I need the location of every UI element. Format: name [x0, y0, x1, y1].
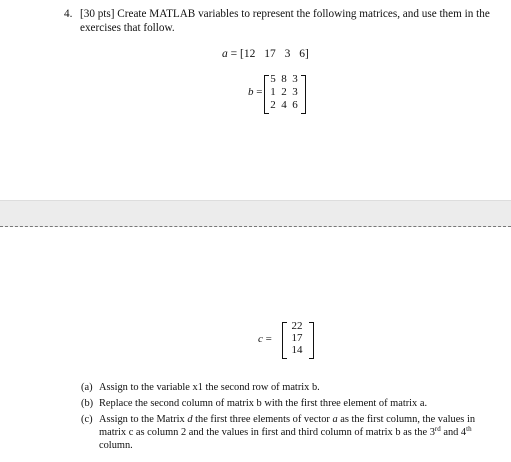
- page-break-dashed-line: [0, 226, 511, 227]
- matrix-c-cell: 22: [291, 320, 303, 332]
- subquestion-c-text-part: Assign to the Matrix: [99, 414, 188, 425]
- matrix-b-cell: 1: [270, 86, 276, 98]
- vector-a-definition: [222, 47, 309, 61]
- problem-number: 4.: [64, 8, 73, 20]
- subquestion-text: Assign to the variable x1 the second row of matrix b.: [99, 382, 320, 393]
- matrix-b-cell: 2: [270, 99, 276, 111]
- vector-a-values: [12 17 3 6]: [240, 48, 309, 60]
- matrix-c-equals: =: [265, 333, 272, 345]
- subquestion-c-text-part: as the first column, the values in matrix c as column 2 and the values in first and third column of matrix b as the 3: [99, 414, 476, 438]
- matrix-c-cell: 14: [291, 344, 303, 356]
- matrix-b-equals: =: [256, 86, 263, 98]
- subquestion-label: (a): [81, 382, 93, 393]
- matrix-b-cell: 4: [281, 99, 287, 111]
- subquestion-c-var-a: a: [332, 414, 338, 425]
- matrix-b-cell: 3: [292, 73, 298, 85]
- subquestion-text: [99, 413, 491, 452]
- subquestion-text: Replace the second column of matrix b with the first three element of matrix a.: [99, 398, 428, 409]
- subquestion-label: (c): [81, 414, 93, 425]
- superscript-th: th: [466, 425, 472, 433]
- matrix-c-cell: 17: [291, 332, 303, 344]
- matrix-c-definition: [258, 320, 318, 360]
- matrix-b-right-bracket: [301, 75, 306, 114]
- matrix-c-right-bracket: [309, 322, 314, 359]
- matrix-b-definition: [248, 73, 328, 115]
- matrix-b-name: b: [248, 86, 254, 98]
- page-break-band: [0, 200, 511, 227]
- matrix-b-cell: 2: [281, 86, 287, 98]
- superscript-rd: rd: [434, 425, 441, 433]
- subquestion-label: (b): [81, 398, 94, 409]
- matrix-c-name: c: [258, 333, 263, 345]
- matrix-c-lhs: [258, 333, 272, 346]
- subquestion-c-text-part: and 4: [440, 427, 467, 438]
- vector-a-equals: =: [230, 48, 238, 60]
- problem-text: [30 pts] Create MATLAB variables to represent the following matrices, and use them in the exercises that follow.: [80, 8, 490, 34]
- vector-a-name: a: [222, 48, 228, 60]
- matrix-b-lhs: [248, 86, 262, 99]
- matrix-b-cell: 8: [281, 73, 287, 85]
- subquestion-c-var-d: d: [187, 414, 193, 425]
- matrix-b-cell: 5: [270, 73, 276, 85]
- matrix-b-cell: 6: [292, 99, 298, 111]
- matrix-b-cell: 3: [292, 86, 298, 98]
- subquestion-c-text-part: the first three elements of vector: [192, 414, 333, 425]
- subquestion-c-text-part: column.: [99, 440, 133, 451]
